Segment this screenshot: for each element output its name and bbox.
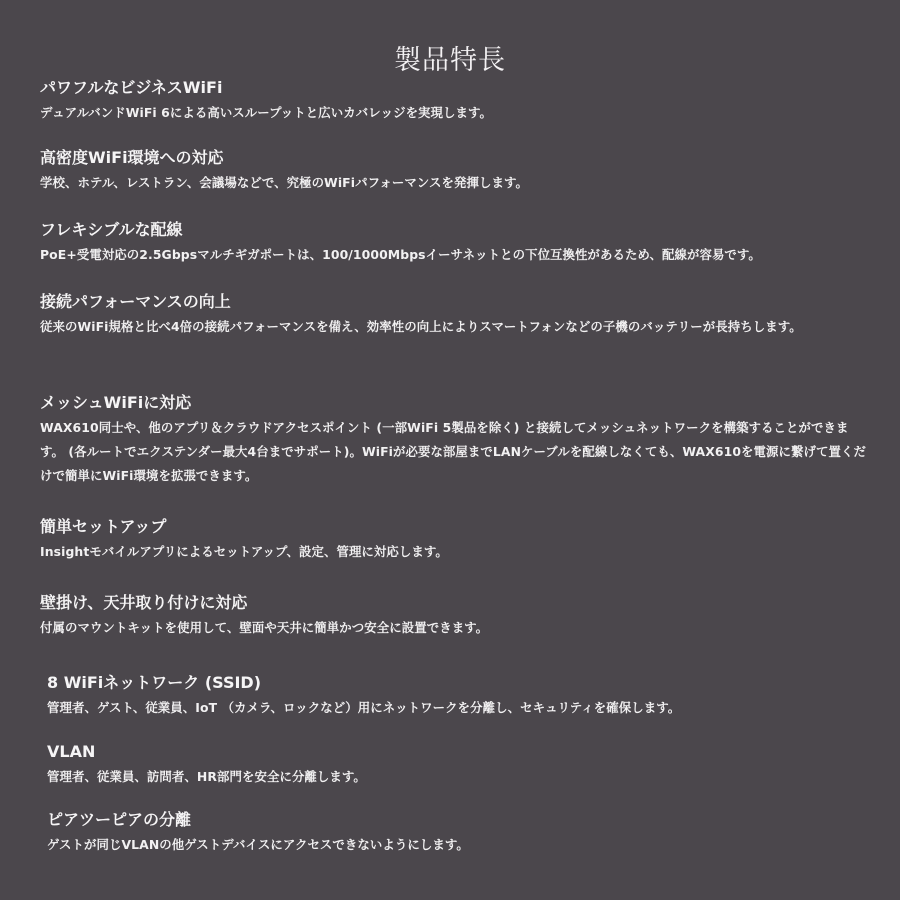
feature-description: デュアルバンドWiFi 6による高いスループットと広いカバレッジを実現します。 xyxy=(40,105,493,120)
feature-peer-to-peer-isolation xyxy=(47,810,877,857)
feature-description: 管理者、従業員、訪問者、HR部門を安全に分離します。 xyxy=(47,769,366,784)
feature-description: WAX610同士や、他のアプリ＆クラウドアクセスポイント (一部WiFi 5製品を除く) と接続してメッシュネットワークを構築することができます。 (各ルートでエクステンダー最大4台までサポート)。WiFiが必要な部屋までLANケーブルを配線しなくても、WAX610を電源に繋げて置くだけで簡単にWiFi環境を拡張できます。 xyxy=(40,420,866,483)
feature-description: 学校、ホテル、レストラン、会議場などで、究極のWiFiパフォーマンスを発揮します。 xyxy=(40,175,528,190)
feature-title: メッシュWiFiに対応 xyxy=(40,393,192,412)
feature-title: 簡単セットアップ xyxy=(40,517,167,536)
feature-vlan xyxy=(47,742,877,789)
feature-wall-ceiling-mount xyxy=(40,593,870,640)
feature-title: フレキシブルな配線 xyxy=(40,220,183,239)
feature-description: 付属のマウントキットを使用して、壁面や天井に簡単かつ安全に設置できます。 xyxy=(40,620,489,635)
feature-high-density-wifi xyxy=(40,148,870,195)
feature-flexible-wiring xyxy=(40,220,870,267)
feature-description: 管理者、ゲスト、従業員、IoT （カメラ、ロックなど）用にネットワークを分離し、セキュリティを確保します。 xyxy=(47,700,681,715)
feature-title: ピアツーピアの分離 xyxy=(47,810,192,829)
feature-title: パワフルなビジネスWiFi xyxy=(40,78,223,97)
feature-title: 接続パフォーマンスの向上 xyxy=(40,292,231,311)
feature-description: ゲストが同じVLANの他ゲストデバイスにアクセスできないようにします。 xyxy=(47,837,469,852)
feature-connection-performance xyxy=(40,292,870,339)
page-title: 製品特長 xyxy=(394,45,506,77)
feature-powerful-business-wifi xyxy=(40,78,870,125)
feature-8-wifi-networks xyxy=(47,673,877,720)
feature-description: Insightモバイルアプリによるセットアップ、設定、管理に対応します。 xyxy=(40,544,448,559)
feature-title: 高密度WiFi環境への対応 xyxy=(40,148,224,167)
feature-mesh-wifi xyxy=(40,393,870,488)
feature-title: 壁掛け、天井取り付けに対応 xyxy=(40,593,248,612)
feature-title: 8 WiFiネットワーク (SSID) xyxy=(47,673,262,692)
feature-title: VLAN xyxy=(47,742,96,761)
feature-easy-setup xyxy=(40,517,870,564)
feature-description: 従来のWiFi規格と比べ4倍の接続パフォーマンスを備え、効率性の向上によりスマートフォンなどの子機のバッテリーが長持ちします。 xyxy=(40,319,802,334)
feature-description: PoE+受電対応の2.5Gbpsマルチギガポートは、100/1000Mbpsイーサネットとの下位互換性があるため、配線が容易です。 xyxy=(40,247,761,262)
